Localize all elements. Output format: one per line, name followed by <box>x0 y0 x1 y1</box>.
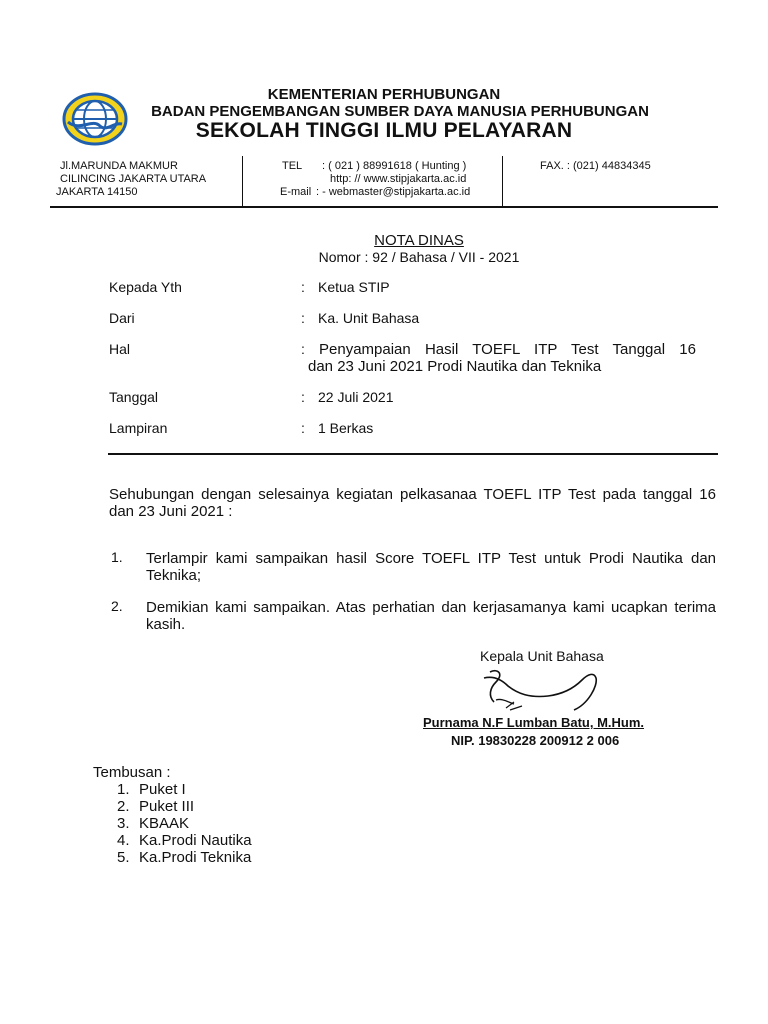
tel-label: TEL <box>282 160 303 172</box>
field-label-subject: Hal <box>109 341 131 357</box>
field-label-to: Kepada Yth <box>109 279 182 295</box>
memo-title: NOTA DINAS <box>374 232 464 249</box>
item-2-line-2: kasih. <box>146 616 186 633</box>
signatory-nip: NIP. 19830228 200912 2 006 <box>451 733 620 748</box>
cc-item: KBAAK <box>139 815 190 832</box>
cc-item-number: 3. <box>117 815 130 832</box>
website: http: // www.stipjakarta.ac.id <box>330 173 467 185</box>
field-colon: : <box>301 389 305 405</box>
tel-value: : ( 021 ) 88991618 ( Hunting ) <box>322 160 467 172</box>
cc-item-number: 5. <box>117 849 130 866</box>
signatory-position: Kepala Unit Bahasa <box>480 648 604 664</box>
header-divider-left <box>242 156 243 206</box>
field-colon: : <box>301 279 305 295</box>
field-colon: : <box>301 310 305 326</box>
header-divider-right <box>502 156 503 206</box>
address-line-2: CILINCING JAKARTA UTARA <box>60 173 207 185</box>
intro-line-2: dan 23 Juni 2021 : <box>109 503 233 520</box>
cc-item-number: 1. <box>117 781 130 798</box>
signatory-name: Purnama N.F Lumban Batu, M.Hum. <box>423 715 645 730</box>
field-value-subject-line-2: dan 23 Juni 2021 Prodi Nautika dan Teknika <box>308 358 602 375</box>
cc-item: Puket I <box>139 781 186 798</box>
field-colon: : <box>301 420 305 436</box>
ministry-name: KEMENTERIAN PERHUBUNGAN <box>267 86 501 103</box>
email-label: E-mail <box>280 186 312 198</box>
field-label-attachment: Lampiran <box>109 420 168 436</box>
cc-title: Tembusan : <box>93 764 171 781</box>
item-2-line-1: Demikian kami sampaikan. Atas perhatian dan kerjasamanya kami ucapkan terima <box>146 599 716 616</box>
memo-number: Nomor : 92 / Bahasa / VII - 2021 <box>318 249 520 265</box>
address-line-3: JAKARTA 14150 <box>56 186 138 198</box>
fax: FAX. : (021) 44834345 <box>540 160 651 172</box>
item-1-line-1: Terlampir kami sampaikan hasil Score TOEFL ITP Test untuk Prodi Nautika dan <box>146 550 716 567</box>
cc-item: Puket III <box>139 798 195 815</box>
cc-item-number: 2. <box>117 798 130 815</box>
agency-name: BADAN PENGEMBANGAN SUMBER DAYA MANUSIA PERHUBUNGAN <box>151 103 649 120</box>
item-number: 2. <box>111 598 123 614</box>
email-value: : - webmaster@stipjakarta.ac.id <box>316 186 471 198</box>
field-label-from: Dari <box>109 310 135 326</box>
cc-item: Ka.Prodi Teknika <box>139 849 252 866</box>
field-value-from: Ka. Unit Bahasa <box>318 310 420 326</box>
letterhead-rule <box>50 206 718 208</box>
field-value-attachment: 1 Berkas <box>318 420 374 436</box>
field-value-subject-line-1: Penyampaian Hasil TOEFL ITP Test Tanggal 16 <box>319 341 696 358</box>
cc-item: Ka.Prodi Nautika <box>139 832 252 849</box>
address-line-1: Jl.MARUNDA MAKMUR <box>60 160 178 172</box>
field-colon: : <box>301 341 305 357</box>
item-1-line-2: Teknika; <box>146 567 202 584</box>
intro-line-1: Sehubungan dengan selesainya kegiatan pelkasanaa TOEFL ITP Test pada tanggal 16 <box>109 486 716 503</box>
field-value-to: Ketua STIP <box>318 279 390 295</box>
cc-item-number: 4. <box>117 832 130 849</box>
field-value-date: 22 Juli 2021 <box>318 389 394 405</box>
memo-fields-rule <box>108 453 718 455</box>
handwritten-signature <box>478 664 608 716</box>
item-number: 1. <box>111 549 123 565</box>
field-label-date: Tanggal <box>109 389 159 405</box>
school-name: SEKOLAH TINGGI ILMU PELAYARAN <box>195 119 573 142</box>
